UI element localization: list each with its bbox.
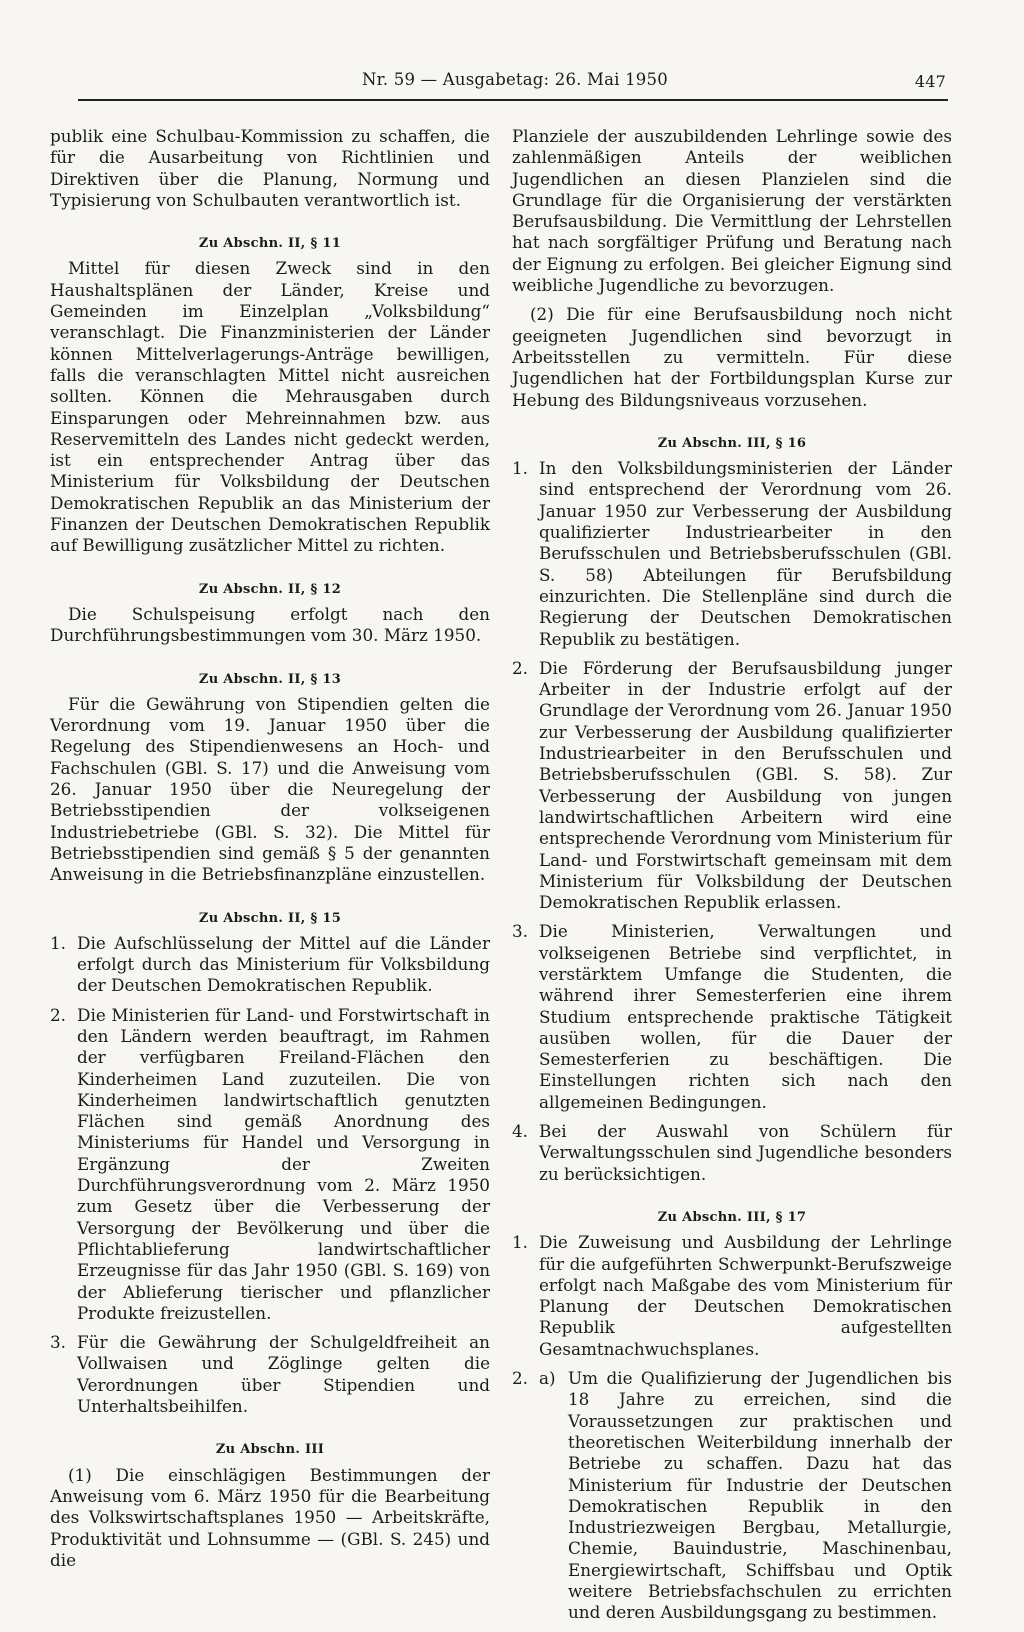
sub-item-letter: a)	[539, 1368, 556, 1389]
spacer	[512, 296, 952, 304]
item-number: 2.	[512, 657, 529, 678]
item-number: 1.	[50, 932, 67, 953]
section-heading-iii-16: Zu Abschn. III, § 16	[657, 435, 807, 451]
sub-item-text: Um die Qualifizierung der Jugendlichen bis 18 Jahre zu erreichen, sind die Voraussetzungen zur praktischen und theoretischen Weiterbildung innerhalb der Betriebe zu schaffen. Dazu hat das Ministerium für Industrie der Deutschen Demokratischen Republik in den Industriezweigen Bergbau, Metallurgie, Chemie, Bauindustrie, Maschinenbau, Energiewirtschaft, Schiffsbau und Optik weitere Betriebsfachschulen zu errichten und deren Ausbildungsgang zu bestimmen.	[568, 1368, 952, 1623]
section-heading-iii: Zu Abschn. III	[215, 1442, 325, 1458]
section-text-ii-12: Die Schulspeisung erfolgt nach den Durchführungsbestimmungen vom 30. März 1950.	[50, 603, 490, 646]
item-number: 4.	[512, 1121, 529, 1142]
item-text: Für die Gewährung der Schulgeldfreiheit an Vollwaisen und Zöglinge gelten die Verordnungen über Stipendien und Unterhaltsbeihilfen.	[77, 1332, 490, 1417]
section-text-ii-11: Mittel für diesen Zweck sind in den Haushaltsplänen der Länder, Kreise und Gemeinden im Einzelplan „Volksbildung“ veranschlagt. Die Finanzministerien der Länder können Mittelverlagerungs-Anträge bewilligen, falls die veranschlagten Mittel nicht ausreichen sollten. Können die Mehrausgaben durch Einsparungen oder Mehreinnahmen bzw. aus Reservemitteln des Landes nicht gedeckt werden, ist ein entsprechender Antrag über das Ministerium für Volksbildung der Deutschen Demokratischen Republik an das Ministerium der Finanzen der Deutschen Demokratischen Republik auf Bewilligung zusätzlicher Mittel zu richten.	[50, 258, 490, 556]
left-column	[50, 126, 490, 1571]
list-item	[512, 1368, 952, 1624]
continued-paragraph: Planziele der auszubildenden Lehrlinge sowie des zahlenmäßigen Anteils der weiblichen Jugendlichen an diesen Planzielen sind die Grundlage für die Organisierung der verstärkten Berufsausbildung. Die Vermittlung der Lehrstellen hat nach sorgfältiger Prüfung und Beratung nach der Eignung zu erfolgen. Bei gleicher Eignung sind weibliche Jugendliche zu bevorzugen.	[512, 126, 952, 296]
section-heading-iii-17: Zu Abschn. III, § 17	[657, 1209, 807, 1225]
list-item	[50, 933, 490, 997]
item-text: Bei der Auswahl von Schülern für Verwaltungsschulen sind Jugendliche besonders zu berücksichtigen.	[539, 1121, 952, 1184]
item-number: 2.	[50, 1004, 67, 1025]
sub-item	[539, 1368, 952, 1624]
intro-paragraph: publik eine Schulbau-Kommission zu schaffen, die für die Ausarbeitung von Richtlinien und Direktiven über die Planung, Normung und Typisierung von Schulbauten verantwortlich ist.	[50, 126, 490, 210]
item-text: Die Ministerien für Land- und Forstwirtschaft in den Ländern werden beauftragt, im Rahmen der verfügbaren Freiland-Flächen den Kinderheimen Land zuzuteilen. Die von Kinderheimen landwirtschaftlich genutzten Flächen sind gemäß Anordnung des Ministeriums für Handel und Versorgung in Ergänzung der Zweiten Durchführungsverordnung vom 2. März 1950 zum Gesetz über die Verbesserung der Versorgung der Bevölkerung und über die Pflichtablieferung landwirtschaftlicher Erzeugnisse für das Jahr 1950 (GBl. S. 169) von der Ablieferung tierischer und pflanzlicher Produkte freizustellen.	[77, 1004, 490, 1323]
list-item	[512, 921, 952, 1113]
section-heading-ii-13: Zu Abschn. II, § 13	[198, 671, 342, 687]
list-item	[512, 458, 952, 650]
section-text-iii: (1) Die einschlägigen Bestimmungen der Anweisung vom 6. März 1950 für die Bearbeitung des Volkswirtschaftsplanes 1950 — Arbeitskräfte, Produktivität und Lohnsumme — (GBl. S. 245) und die	[50, 1464, 490, 1570]
item-text: Die Zuweisung und Ausbildung der Lehrlinge für die aufgeführten Schwerpunkt-Berufszweige erfolgt nach Maßgabe des vom Ministerium für Planung der Deutschen Demokratischen Republik aufgestellten Gesamtnachwuchsplanes.	[539, 1232, 952, 1359]
section-heading-ii-11: Zu Abschn. II, § 11	[198, 236, 342, 252]
paragraph-2: (2) Die für eine Berufsausbildung noch nicht geeigneten Jugendlichen sind bevorzugt in Arbeitsstellen zu vermitteln. Für diese Jugendlichen hat der Fortbildungsplan Kurse zur Hebung des Bildungsniveaus vorzusehen.	[512, 304, 952, 410]
list-item	[512, 1232, 952, 1360]
list-item	[50, 1332, 490, 1417]
list-item	[512, 658, 952, 914]
item-number: 1.	[512, 1232, 529, 1253]
issue-line: Nr. 59 — Ausgabetag: 26. Mai 1950	[362, 70, 668, 89]
section-text-ii-13: Für die Gewährung von Stipendien gelten die Verordnung vom 19. Januar 1950 über die Regelung des Stipendienwesens an Hoch- und Fachschulen (GBl. S. 17) und die Anweisung vom 26. Januar 1950 über die Neuregelung der Betriebsstipendien der volkseigenen Industriebetriebe (GBl. S. 32). Die Mittel für Betriebsstipendien sind gemäß § 5 der genannten Anweisung in die Betriebsfinanzpläne einzustellen.	[50, 693, 490, 885]
section-heading-ii-12: Zu Abschn. II, § 12	[198, 581, 342, 597]
page-number: 447	[914, 72, 946, 91]
page-header	[78, 70, 948, 96]
item-number: 2.	[512, 1368, 529, 1389]
item-text: Die Förderung der Berufsausbildung junger Arbeiter in der Industrie erfolgt auf der Grundlage der Verordnung vom 26. Januar 1950 zur Verbesserung der Ausbildung qualifizierter Industriearbeiter in den Berufsschulen und Betriebsberufsschulen (GBl. S. 58). Zur Verbesserung der Ausbildung von jungen landwirtschaftlichen Arbeitern wird eine entsprechende Verordnung vom Ministerium für Land- und Forstwirtschaft gemeinsam mit dem Ministerium für Volksbildung der Deutschen Demokratischen Republik erlassen.	[539, 657, 952, 913]
item-text: Die Aufschlüsselung der Mittel auf die Länder erfolgt durch das Ministerium für Volksbildung der Deutschen Demokratischen Republik.	[77, 932, 490, 996]
item-number: 3.	[50, 1332, 67, 1353]
section-heading-ii-15: Zu Abschn. II, § 15	[198, 910, 342, 926]
header-rule	[78, 99, 948, 101]
item-text: Die Ministerien, Verwaltungen und volkseigenen Betriebe sind verpflichtet, in verstärktem Umfange die Studenten, die während ihrer Semesterferien eine ihrem Studium entsprechende praktische Tätigkeit ausüben wollen, für die Dauer der Semesterferien zu beschäftigen. Die Einstellungen richten sich nach den allgemeinen Bedingungen.	[539, 921, 952, 1112]
list-item	[50, 1005, 490, 1324]
list-item	[512, 1121, 952, 1185]
item-text: In den Volksbildungsministerien der Länder sind entsprechend der Verordnung vom 26. Januar 1950 zur Verbesserung der Ausbildung qualifizierter Industriearbeiter in den Berufsschulen und Betriebsberufsschulen (GBl. S. 58) Abteilungen für Berufsbildung einzurichten. Die Stellenpläne sind durch die Regierung der Deutschen Demokratischen Republik zu bestätigen.	[539, 458, 952, 649]
item-number: 1.	[512, 458, 529, 479]
right-column	[512, 126, 952, 1632]
item-number: 3.	[512, 921, 529, 942]
